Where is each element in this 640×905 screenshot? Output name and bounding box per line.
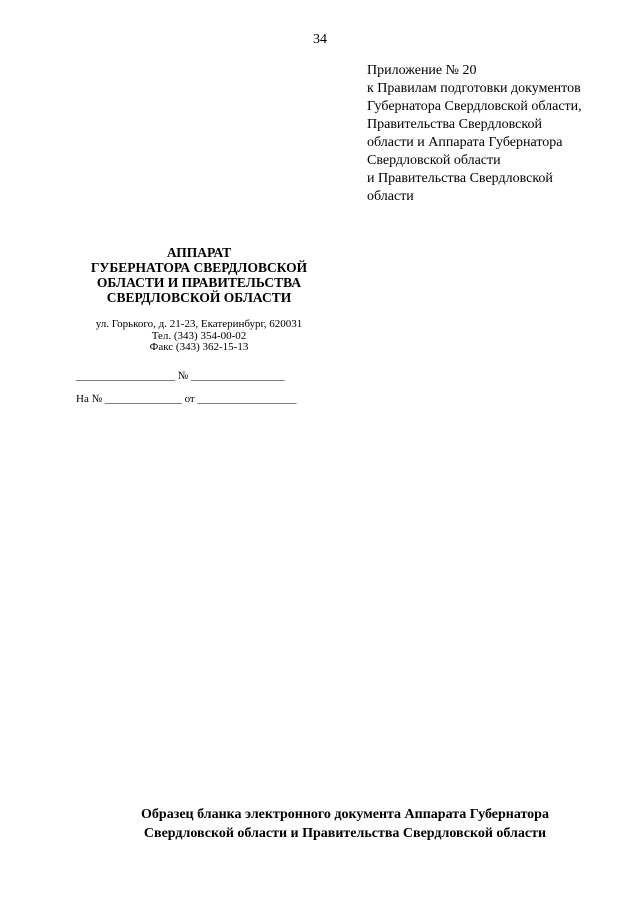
reference-number-line: На № ______________ от __________________ <box>76 393 297 405</box>
organization-name <box>74 245 324 305</box>
org-name-line: ГУБЕРНАТОРА СВЕРДЛОВСКОЙ <box>90 260 308 275</box>
appendix-note <box>367 62 627 206</box>
phone: Тел. (343) 354-00-02 <box>151 329 247 342</box>
fax: Факс (343) 362-15-13 <box>149 341 249 353</box>
org-name-line: ОБЛАСТИ И ПРАВИТЕЛЬСТВА <box>96 275 302 290</box>
appendix-line: Приложение № 20 <box>367 63 477 78</box>
document-caption <box>0 805 640 843</box>
registration-number-line: __________________ № _________________ <box>76 370 285 382</box>
appendix-line: Губернатора Свердловской области, <box>367 99 582 114</box>
caption-line: Образец бланка электронного документа Аппарата Губернатора <box>141 807 549 822</box>
appendix-line: Правительства Свердловской <box>367 117 542 132</box>
caption-line: Свердловской области и Правительства Свердловской области <box>143 826 547 841</box>
org-name-line: АППАРАТ <box>166 245 232 260</box>
appendix-line: области <box>367 189 414 204</box>
appendix-line: к Правилам подготовки документов <box>367 81 581 96</box>
page-number: 34 <box>313 32 327 47</box>
appendix-line: области и Аппарата Губернатора <box>367 135 563 150</box>
appendix-line: и Правительства Свердловской <box>367 171 553 186</box>
letterhead <box>74 245 324 354</box>
address: ул. Горького, д. 21-23, Екатеринбург, 620031 <box>95 318 303 330</box>
contact-info <box>74 319 324 354</box>
appendix-line: Свердловской области <box>367 153 501 168</box>
org-name-line: СВЕРДЛОВСКОЙ ОБЛАСТИ <box>106 290 292 305</box>
